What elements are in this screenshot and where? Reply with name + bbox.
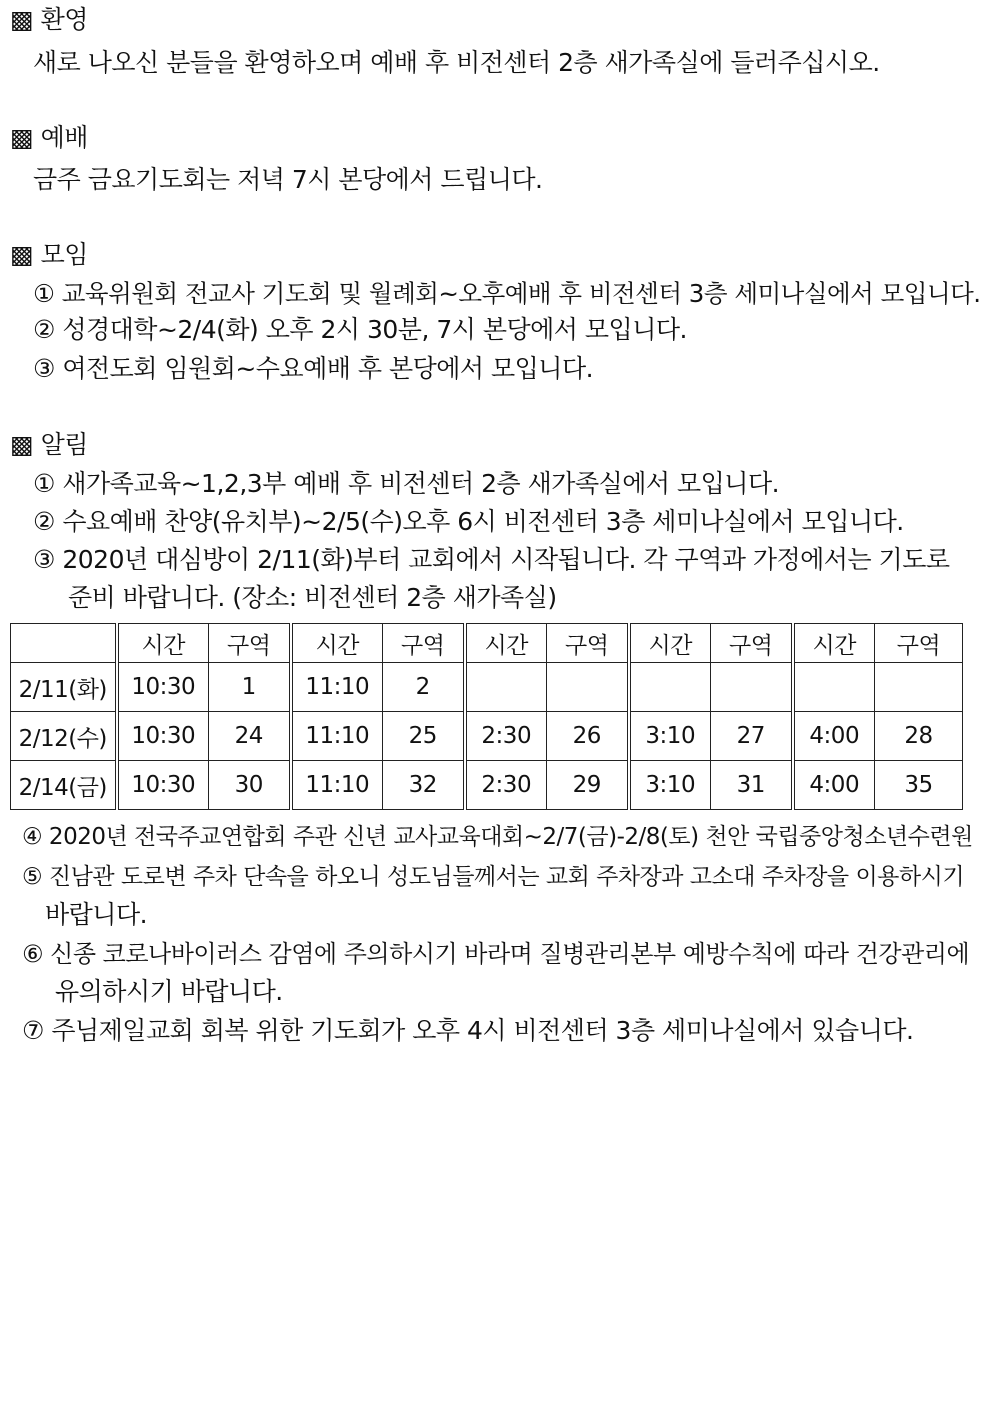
- header-cell: 시간: [291, 624, 383, 663]
- time-cell: [465, 663, 547, 712]
- header-cell: 구역: [547, 624, 629, 663]
- date-cell: 2/12(수): [11, 712, 117, 761]
- time-cell: 11:10: [291, 761, 383, 810]
- welcome-body: 새로 나오신 분들을 환영하오며 예배 후 비전센터 2층 새가족실에 들러주십시오.: [33, 48, 880, 77]
- district-cell: 28: [875, 712, 963, 761]
- notice-item-3-cont: 준비 바랍니다. (장소: 비전센터 2층 새가족실): [68, 583, 557, 612]
- notice-item-3: ③ 2020년 대심방이 2/11(화)부터 교회에서 시작됩니다. 각 구역과 가정에서는 기도로: [33, 545, 950, 574]
- table-row: [11, 663, 963, 712]
- header-cell: 시간: [117, 624, 209, 663]
- worship-body: 금주 금요기도회는 저녁 7시 본당에서 드립니다.: [33, 165, 543, 194]
- meeting-item-2: ② 성경대학~2/4(화) 오후 2시 30분, 7시 본당에서 모입니다.: [33, 315, 687, 344]
- header-cell: [11, 624, 117, 663]
- notice-item-7: ⑦ 주님제일교회 회복 위한 기도회가 오후 4시 비전센터 3층 세미나실에서 있습니다.: [22, 1016, 914, 1045]
- district-cell: 26: [547, 712, 629, 761]
- welcome-heading: ▩ 환영: [10, 5, 88, 34]
- time-cell: 3:10: [629, 761, 711, 810]
- meeting-item-3: ③ 여전도회 임원회~수요예배 후 본당에서 모입니다.: [33, 354, 594, 383]
- time-cell: 11:10: [291, 663, 383, 712]
- district-cell: 31: [711, 761, 793, 810]
- header-cell: 시간: [629, 624, 711, 663]
- time-cell: 10:30: [117, 761, 209, 810]
- header-cell: 구역: [875, 624, 963, 663]
- time-cell: [793, 663, 875, 712]
- time-cell: [629, 663, 711, 712]
- meeting-item-1: ① 교육위원회 전교사 기도회 및 월례회~오후예배 후 비전센터 3층 세미나실에서 모입니다.: [33, 279, 981, 308]
- notices-heading: ▩ 알림: [10, 430, 88, 459]
- notice-item-6: ⑥ 신종 코로나바이러스 감염에 주의하시기 바라며 질병관리본부 예방수칙에 따라 건강관리에: [22, 940, 970, 968]
- time-cell: 4:00: [793, 761, 875, 810]
- district-cell: 32: [383, 761, 465, 810]
- district-cell: 25: [383, 712, 465, 761]
- notice-item-6-cont: 유의하시기 바랍니다.: [55, 977, 283, 1006]
- district-cell: 27: [711, 712, 793, 761]
- notice-item-2: ② 수요예배 찬양(유치부)~2/5(수)오후 6시 비전센터 3층 세미나실에서 모입니다.: [33, 507, 904, 536]
- meetings-heading: ▩ 모임: [10, 240, 88, 269]
- district-cell: 2: [383, 663, 465, 712]
- header-cell: 구역: [711, 624, 793, 663]
- district-cell: [711, 663, 793, 712]
- notice-item-1: ① 새가족교육~1,2,3부 예배 후 비전센터 2층 새가족실에서 모입니다.: [33, 469, 780, 498]
- time-cell: 2:30: [465, 712, 547, 761]
- time-cell: 2:30: [465, 761, 547, 810]
- district-cell: 30: [209, 761, 291, 810]
- notice-item-5-cont: 바랍니다.: [45, 900, 148, 929]
- time-cell: 10:30: [117, 712, 209, 761]
- header-cell: 시간: [465, 624, 547, 663]
- time-cell: 4:00: [793, 712, 875, 761]
- table-header-row: [11, 624, 963, 663]
- date-cell: 2/11(화): [11, 663, 117, 712]
- worship-heading: ▩ 예배: [10, 123, 88, 152]
- district-cell: 24: [209, 712, 291, 761]
- district-cell: [875, 663, 963, 712]
- district-cell: [547, 663, 629, 712]
- district-cell: 29: [547, 761, 629, 810]
- district-cell: 35: [875, 761, 963, 810]
- table-row: [11, 761, 963, 810]
- visitation-schedule-table: [10, 623, 963, 810]
- district-cell: 1: [209, 663, 291, 712]
- time-cell: 10:30: [117, 663, 209, 712]
- notice-item-5: ⑤ 진남관 도로변 주차 단속을 하오니 성도님들께서는 교회 주차장과 고소대 주차장을 이용하시기: [22, 864, 965, 890]
- header-cell: 구역: [383, 624, 465, 663]
- notice-item-4: ④ 2020년 전국주교연합회 주관 신년 교사교육대회~2/7(금)-2/8(토) 천안 국립중앙청소년수련원: [22, 824, 973, 850]
- table-row: [11, 712, 963, 761]
- header-cell: 시간: [793, 624, 875, 663]
- time-cell: 3:10: [629, 712, 711, 761]
- date-cell: 2/14(금): [11, 761, 117, 810]
- header-cell: 구역: [209, 624, 291, 663]
- time-cell: 11:10: [291, 712, 383, 761]
